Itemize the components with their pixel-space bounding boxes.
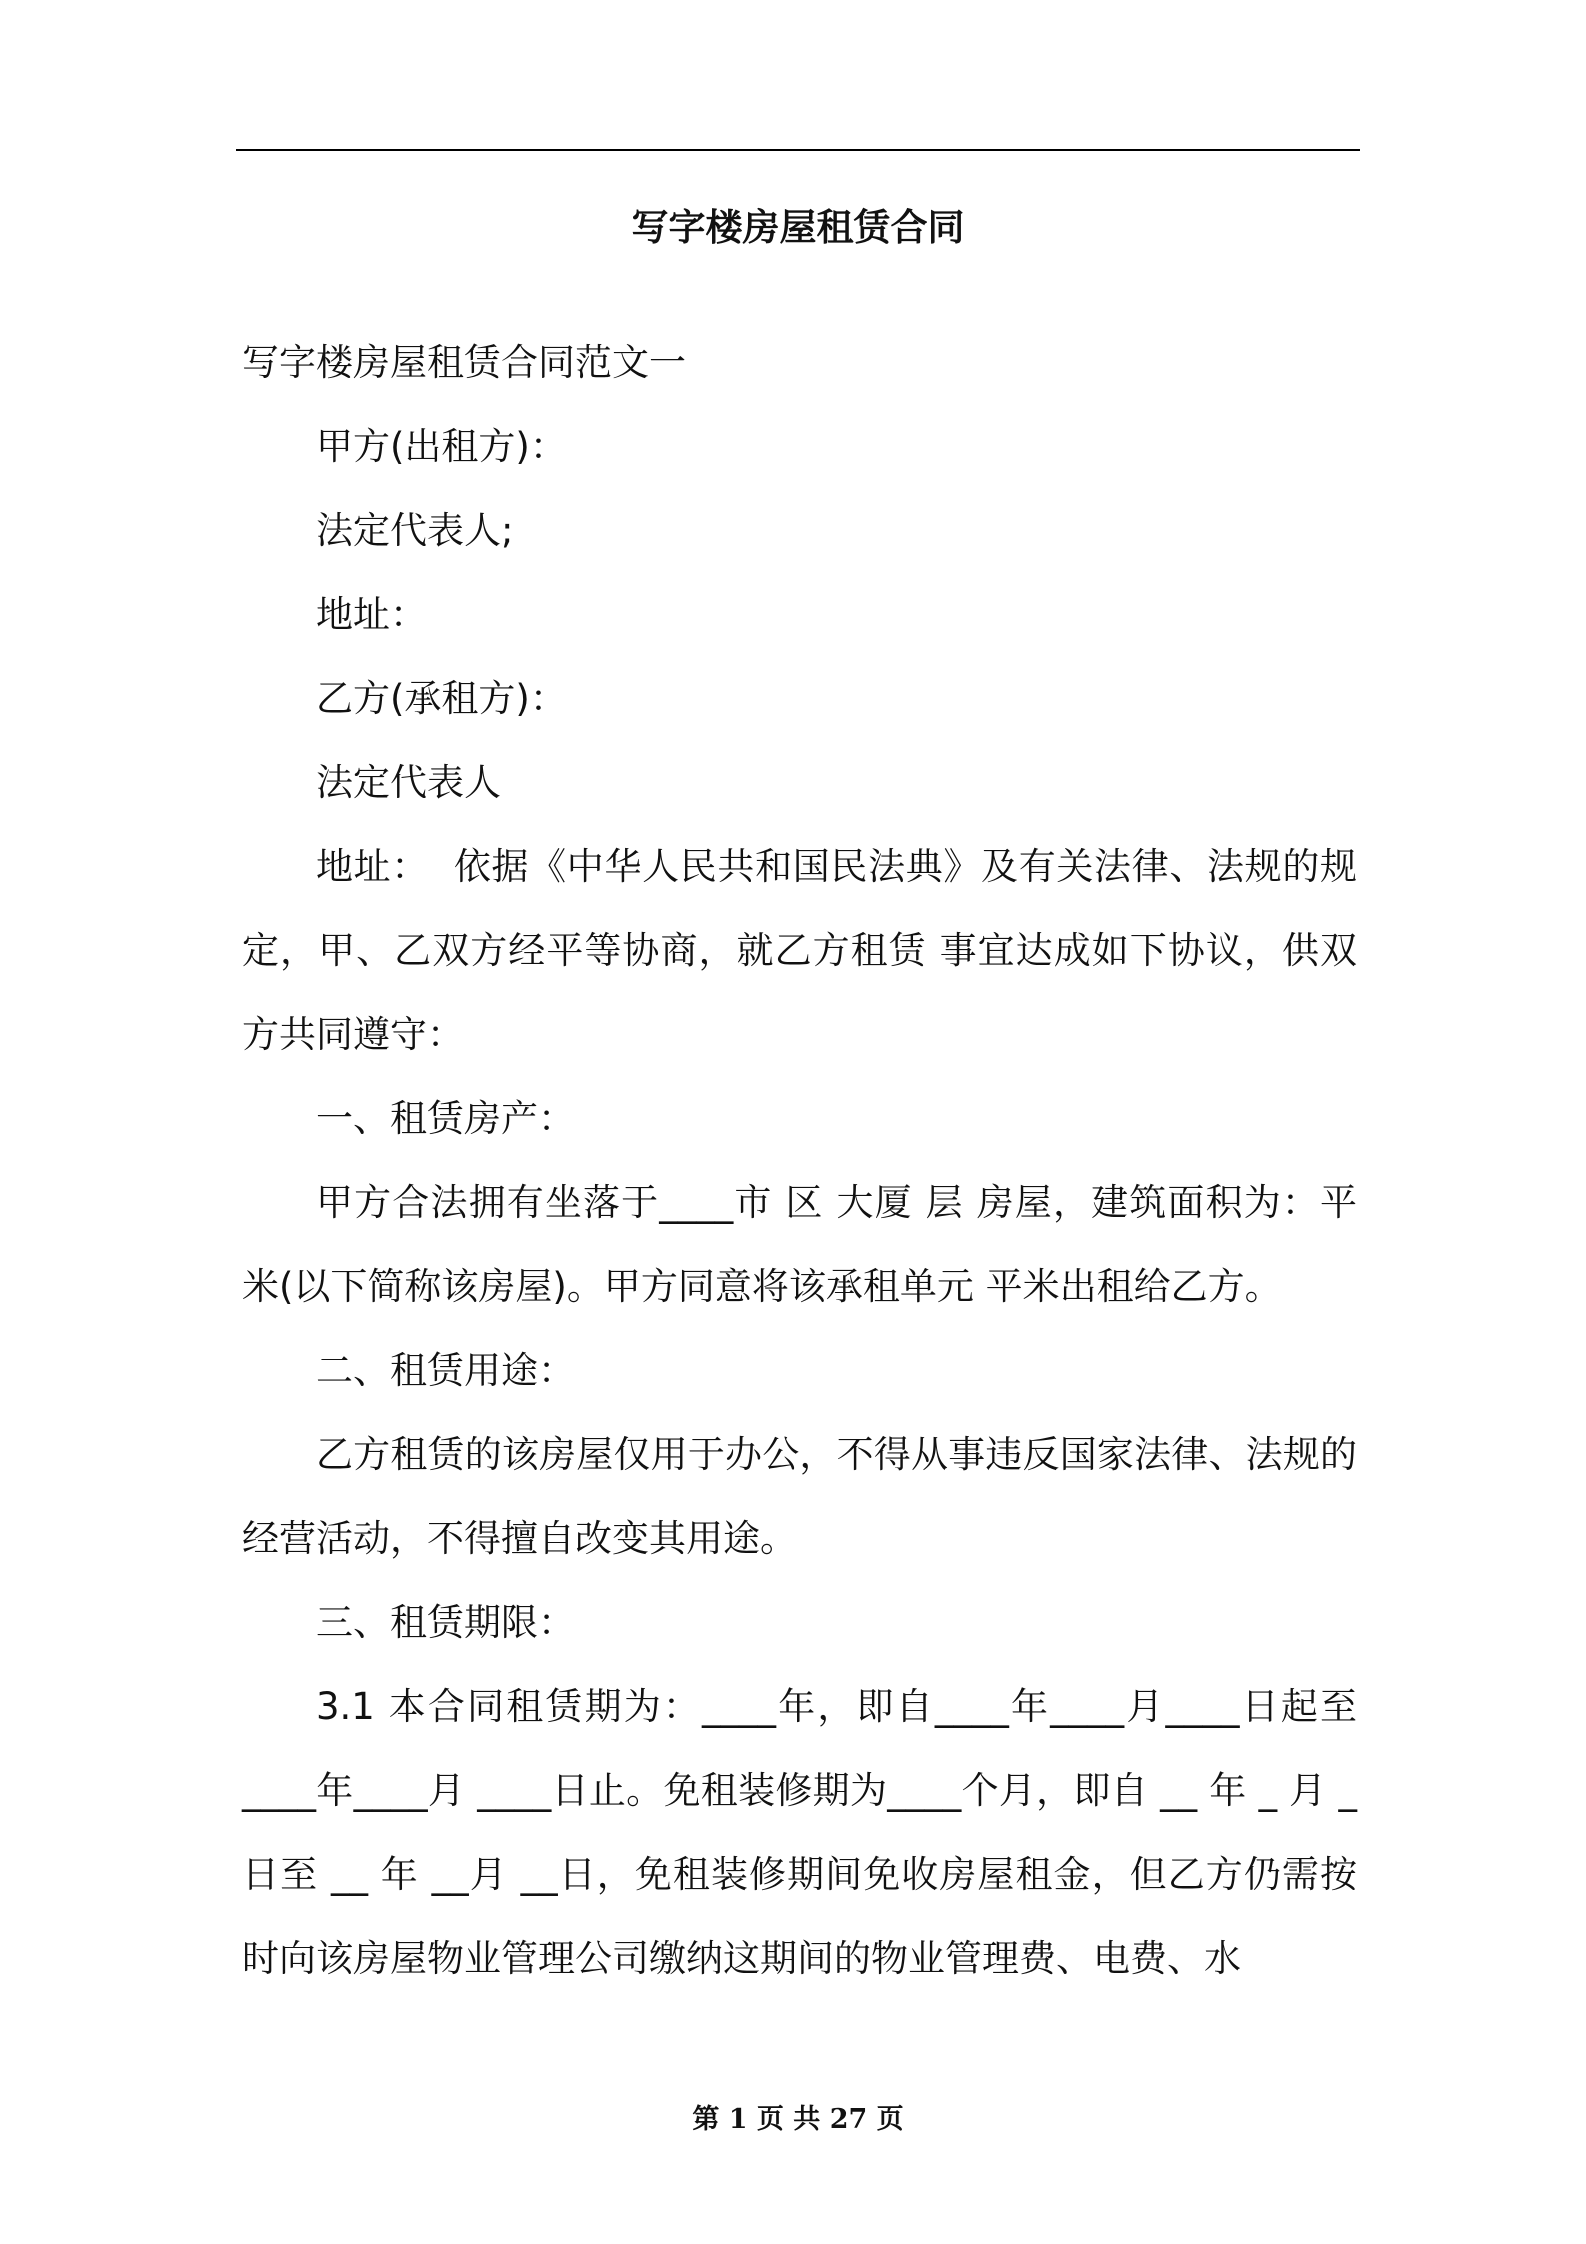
paragraph-party-b: 乙方(承租方)： [316,677,567,720]
paragraph-party-a-address: 地址： [316,593,427,636]
section-heading-lease-term: 三、租赁期限： [316,1601,575,1644]
paragraph-preamble: 地址： 依据《中华人民共和国民法典》及有关法律、法规的规定，甲、乙双方经平等协商，就乙方租赁 事宜达成如下协议，供双方共同遵守： [242,845,1357,1056]
page-number-footer: 第 1 页 共 27 页 [692,2104,904,2135]
document-title: 写字楼房屋租赁合同 [631,206,965,249]
paragraph-subtitle: 写字楼房屋租赁合同范文一 [242,341,686,384]
section-heading-lease-purpose: 二、租赁用途： [316,1349,575,1392]
paragraph-party-a: 甲方(出租方)： [316,425,567,468]
paragraph-lease-term: 3.1 本合同租赁期为：____年，即自____年____月____日起至____年____月 ____日止。免租装修期为____个月，即自 __ 年 _ 月 _ 日至 __ 年 __月 __日，免租装修期间免收房屋租金，但乙方仍需按时向该房屋物业管理公司缴纳这期间的物业管理费、电费、水 [242,1685,1369,1980]
paragraph-party-b-representative: 法定代表人 [316,761,501,804]
document-body [242,321,1369,2001]
section-heading-leased-property: 一、租赁房产： [316,1097,575,1140]
paragraph-party-a-representative: 法定代表人; [316,509,514,552]
paragraph-leased-property: 甲方合法拥有坐落于____市 区 大厦 层 房屋，建筑面积为：平 米(以下简称该房屋)。甲方同意将该承租单元 平米出租给乙方。 [242,1181,1369,1308]
header-rule [236,149,1360,151]
paragraph-lease-purpose: 乙方租赁的该房屋仅用于办公，不得从事违反国家法律、法规的经营活动，不得擅自改变其用途。 [242,1433,1357,1560]
